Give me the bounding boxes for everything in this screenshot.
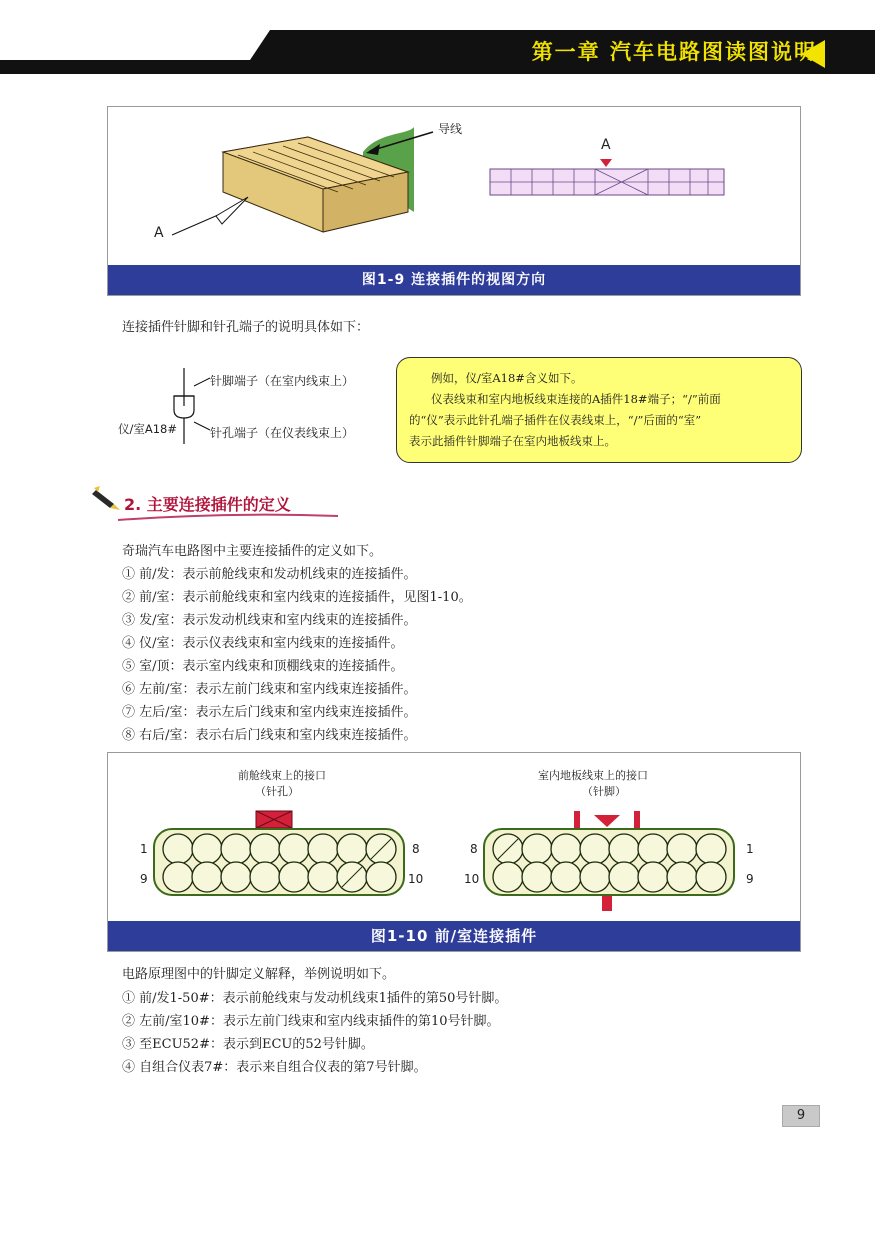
connector-intro: 连接插件针脚和针孔端子的说明具体如下：	[122, 320, 370, 335]
chapter-arrow-icon	[801, 40, 825, 68]
connector-code-label: 仪/室A18#	[118, 422, 178, 436]
left-connector-title: 前舱线束上的接口	[238, 769, 326, 782]
definition-item: ④ 仪/室：表示仪表线束和室内线束的连接插件。	[122, 636, 404, 651]
definition-item: ⑥ 左前/室：表示左前门线束和室内线束连接插件。	[122, 682, 417, 697]
chapter-title: 第一章 汽车电路图读图说明	[531, 40, 817, 64]
definition-item: ⑦ 左后/室：表示左后门线束和室内线束连接插件。	[122, 705, 417, 720]
figure-1-9-caption: 图1-9 连接插件的视图方向	[108, 265, 800, 295]
hole-terminal-label: 针孔端子（在仪表线束上）	[210, 426, 355, 440]
left-pin-9: 9	[140, 872, 148, 886]
pin-example-item: ② 左前/室10#：表示左前门线束和室内线束插件的第10号针脚。	[122, 1014, 500, 1029]
pin-example-item: ① 前/发1-50#：表示前舱线束与发动机线束1插件的第50号针脚。	[122, 991, 508, 1006]
example-note-box	[396, 357, 802, 463]
right-pin-8: 8	[470, 842, 478, 856]
definitions-intro: 奇瑞汽车电路图中主要连接插件的定义如下。	[122, 544, 383, 559]
definition-item: ② 前/室：表示前舱线束和室内线束的连接插件，见图1-10。	[122, 590, 472, 605]
wire-label: 导线	[438, 122, 463, 136]
definition-item: ⑤ 室/顶：表示室内线束和顶棚线束的连接插件。	[122, 659, 404, 674]
right-connector-title: 室内地板线束上的接口	[538, 769, 648, 782]
view-label-a-left: A	[154, 225, 164, 241]
left-pin-1: 1	[140, 842, 148, 856]
pin-terminal-label: 针脚端子（在室内线束上）	[210, 374, 355, 388]
page-number: 9	[782, 1105, 820, 1127]
definition-item: ③ 发/室：表示发动机线束和室内线束的连接插件。	[122, 613, 417, 628]
pencil-icon	[92, 484, 122, 514]
right-pin-1: 1	[746, 842, 754, 856]
definition-item: ⑧ 右后/室：表示右后门线束和室内线束连接插件。	[122, 728, 417, 743]
right-connector-face	[484, 811, 734, 911]
note-line: 的“仪”表示此针孔端子插件在仪表线束上，“/”后面的“室”	[409, 413, 702, 427]
left-connector-face	[154, 811, 404, 895]
right-connector-sub: （针脚）	[582, 785, 626, 798]
left-pin-8: 8	[412, 842, 420, 856]
definition-item: ① 前/发：表示前舱线束和发动机线束的连接插件。	[122, 567, 417, 582]
section-underline	[118, 512, 338, 522]
figure-1-10-caption: 图1-10 前/室连接插件	[108, 921, 800, 951]
note-line: 例如，仪/室A18#含义如下。	[431, 371, 583, 385]
connector-face-view	[490, 159, 724, 195]
figure-1-9	[107, 106, 801, 296]
note-line: 仪表线束和室内地板线束连接的A插件18#端子；“/”前面	[431, 392, 721, 406]
left-pin-10: 10	[408, 872, 424, 886]
note-line: 表示此插件针脚端子在室内地板线束上。	[409, 434, 616, 448]
pins-intro: 电路原理图中的针脚定义解释，举例说明如下。	[122, 967, 396, 982]
right-pin-10: 10	[464, 872, 480, 886]
right-pin-9: 9	[746, 872, 754, 886]
pin-example-item: ③ 至ECU52#：表示到ECU的52号针脚。	[122, 1037, 374, 1052]
view-label-a-right: A	[601, 137, 611, 153]
connector-diagrams	[108, 753, 802, 925]
pin-example-item: ④ 自组合仪表7#：表示来自组合仪表的第7号针脚。	[122, 1060, 427, 1075]
view-direction-arrow-icon	[172, 197, 248, 235]
section-title: 2. 主要连接插件的定义	[124, 495, 291, 514]
left-connector-sub: （针孔）	[255, 785, 299, 798]
figure-1-10	[107, 752, 801, 952]
